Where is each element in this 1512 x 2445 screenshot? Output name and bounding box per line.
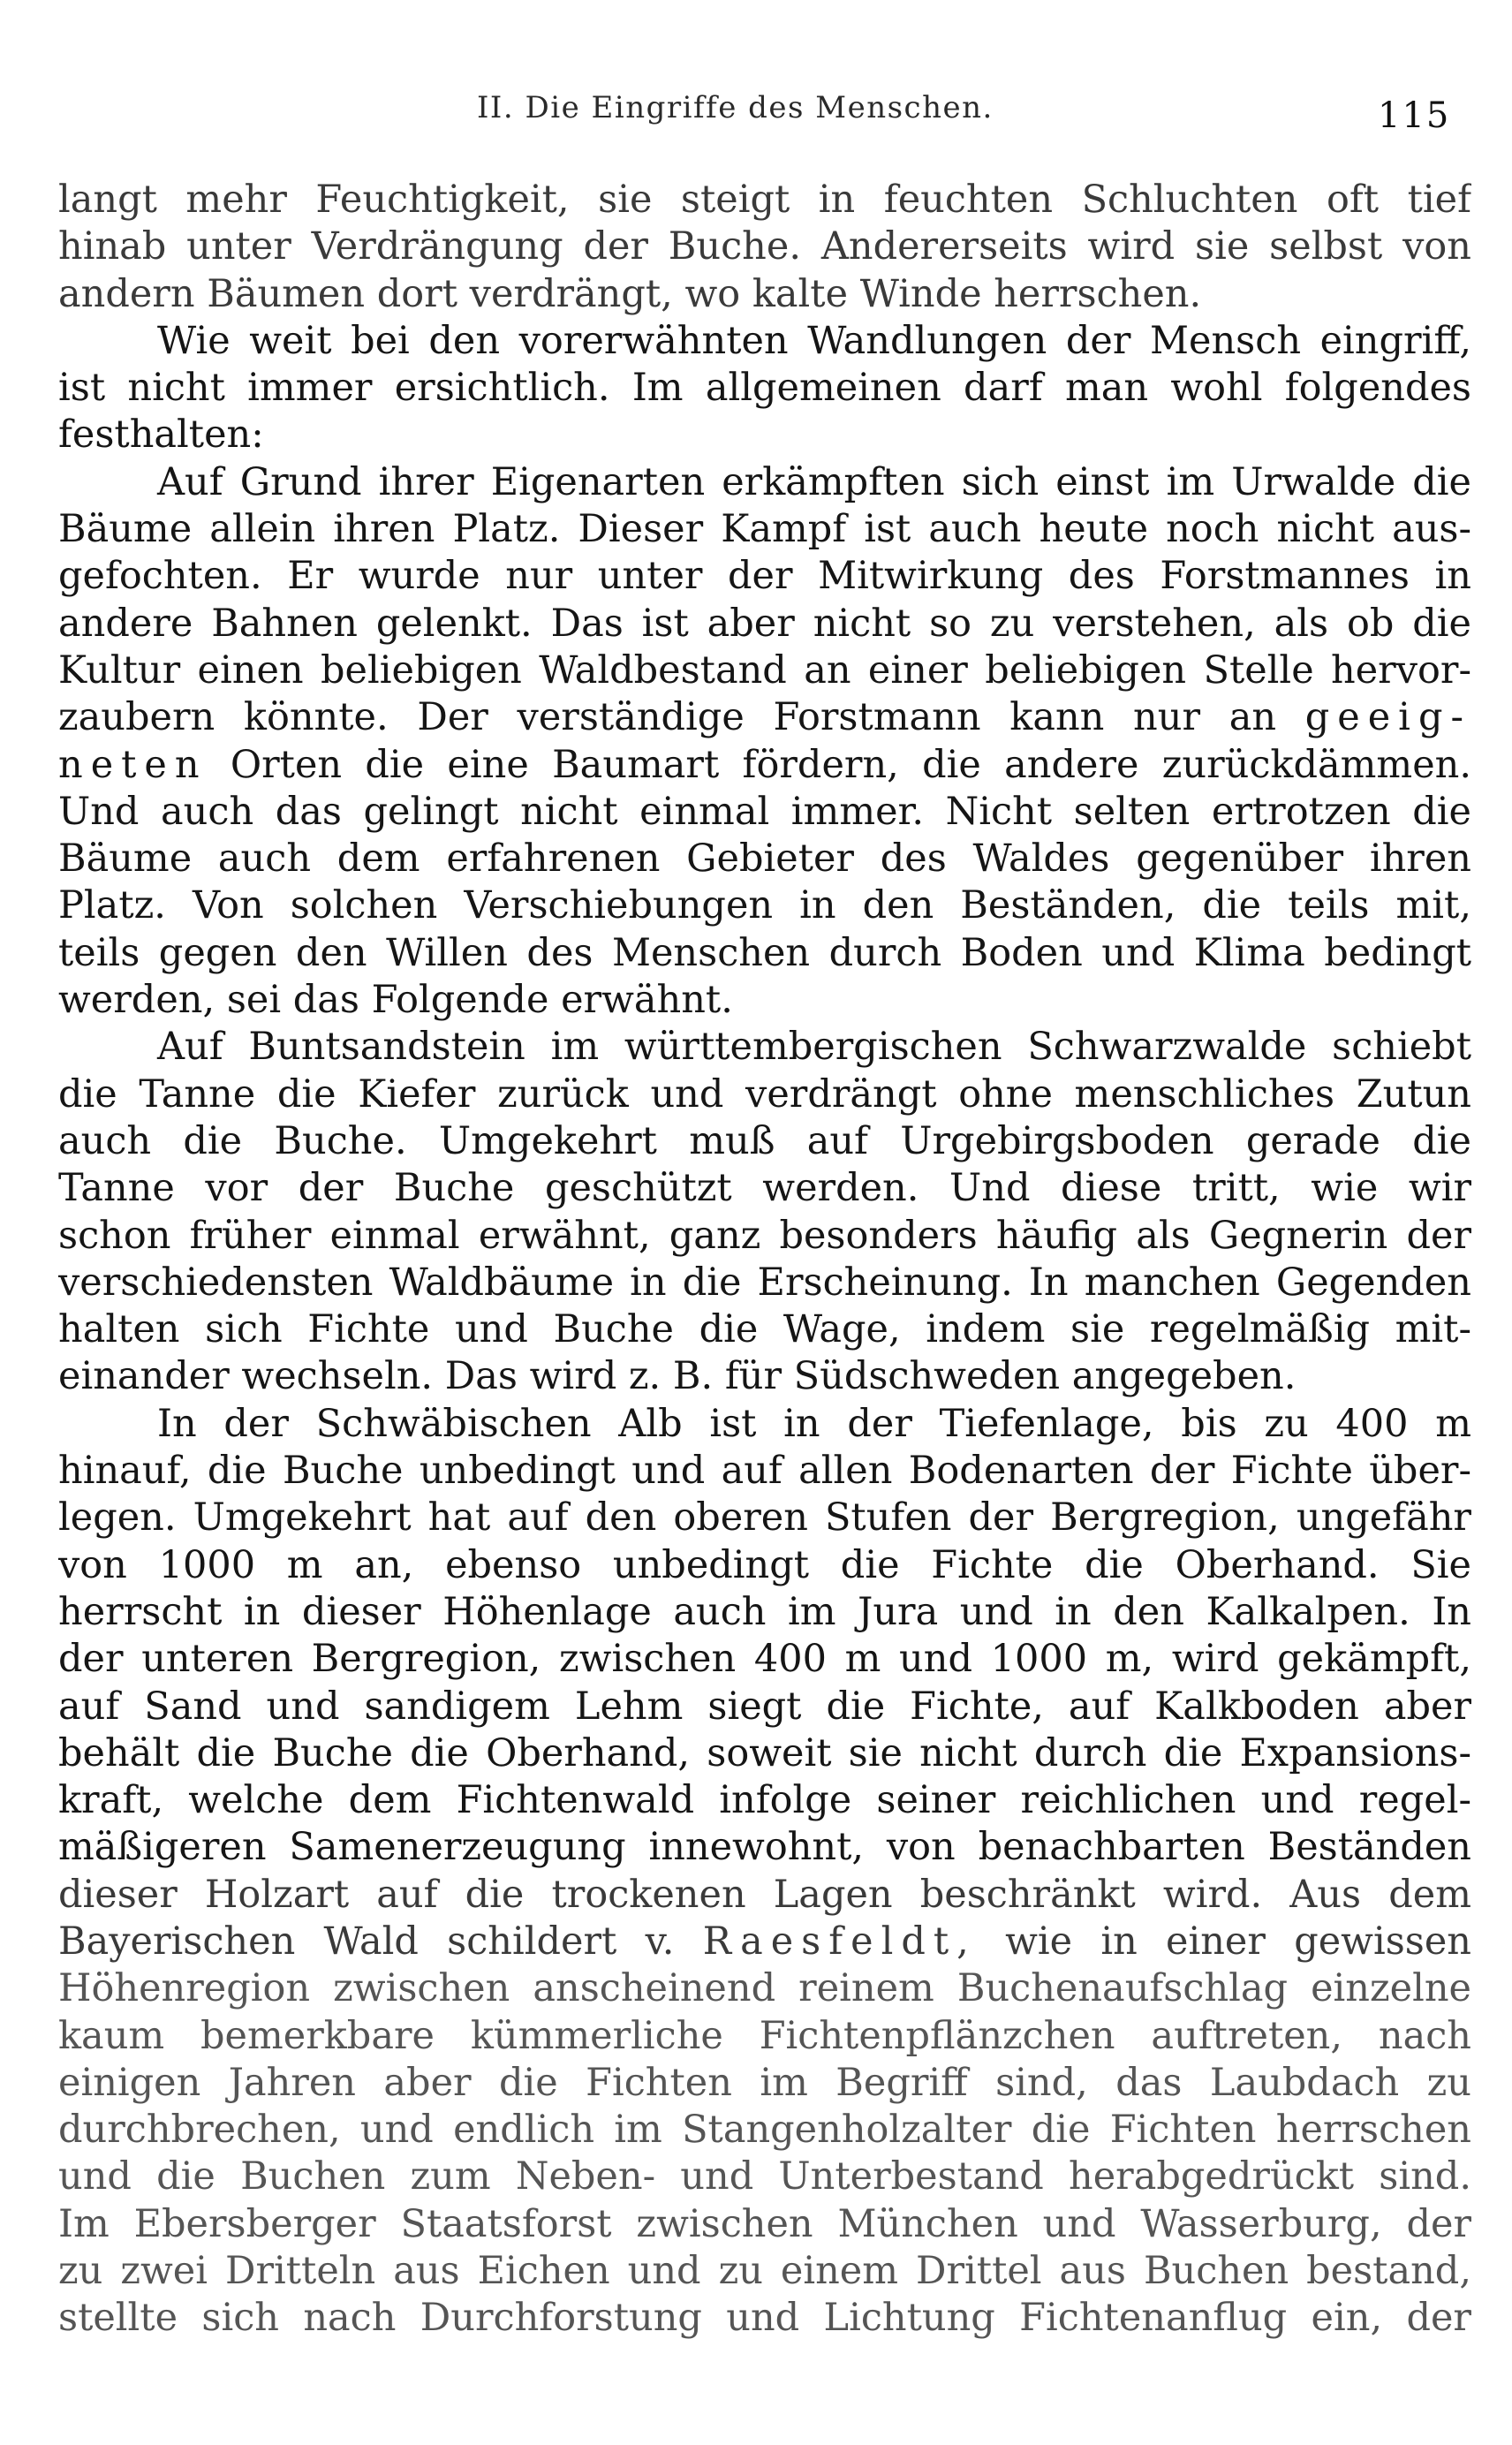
emphasized-author: Raesfeldt, xyxy=(702,1919,977,1964)
text-line: die Tanne die Kiefer zurück und verdrängt ohne menschliches Zutun xyxy=(58,1071,1471,1117)
text-line: Platz. Von solchen Verschiebungen in den Beständen, die teils mit, xyxy=(58,883,1471,928)
text-line: legen. Umgekehrt hat auf den oberen Stufen der Bergregion, ungefähr xyxy=(58,1495,1471,1540)
running-head xyxy=(0,87,1512,140)
text-line: halten sich Fichte und Buche die Wage, indem sie regelmäßig mit- xyxy=(58,1307,1471,1352)
text-line: Und auch das gelingt nicht einmal immer. Nicht selten ertrotzen die xyxy=(58,789,1471,834)
text-line xyxy=(58,1919,1471,1965)
text-line: Bäume auch dem erfahrenen Gebieter des Waldes gegenüber ihren xyxy=(58,836,1471,882)
text-line: stellte sich nach Durchforstung und Lichtung Fichtenanflug ein, der xyxy=(58,2296,1471,2341)
text-line: einander wechseln. Das wird z. B. für Südschweden angegeben. xyxy=(58,1354,1297,1399)
text-line: Tanne vor der Buche geschützt werden. Und diese tritt, wie wir xyxy=(58,1166,1471,1211)
text-line: der unteren Bergregion, zwischen 400 m und 1000 m, wird gekämpft, xyxy=(58,1637,1471,1682)
chapter-title: II. Die Eingriffe des Menschen. xyxy=(477,90,994,125)
text-line: andere Bahnen gelenkt. Das ist aber nicht so zu verstehen, als ob die xyxy=(58,601,1471,646)
text-line: einigen Jahren aber die Fichten im Begriff sind, das Laubdach zu xyxy=(58,2060,1471,2105)
emphasized-word: neten xyxy=(58,742,208,787)
text-line: auf Sand und sandigem Lehm siegt die Fichte, auf Kalkboden aber xyxy=(58,1684,1471,1729)
text-line: teils gegen den Willen des Menschen durch Boden und Klima bedingt xyxy=(58,930,1471,975)
text-line xyxy=(58,694,1471,741)
body-text xyxy=(58,177,1471,2343)
text-line: herrscht in dieser Höhenlage auch im Jura und in den Kalkalpen. In xyxy=(58,1589,1471,1634)
page-number: 115 xyxy=(1378,95,1451,136)
text-line: ist nicht immer ersichtlich. Im allgemeinen darf man wohl folgendes xyxy=(58,366,1471,411)
text-line: Wie weit bei den vorerwähnten Wandlungen der Mensch eingriff, xyxy=(157,318,1471,363)
text-segment: wie in einer gewissen xyxy=(1005,1919,1471,1964)
text-segment: Bayerischen Wald schildert v. xyxy=(58,1919,675,1964)
text-line: Bäume allein ihren Platz. Dieser Kampf ist auch heute noch nicht aus- xyxy=(58,507,1471,552)
text-line: und die Buchen zum Neben- und Unterbestand herabgedrückt sind. xyxy=(58,2154,1471,2199)
text-segment: Orten die eine Baumart fördern, die andere zurückdämmen. xyxy=(230,742,1471,787)
text-line: hinab unter Verdrängung der Buche. Andererseits wird sie selbst von xyxy=(58,224,1471,269)
text-line: festhalten: xyxy=(58,413,264,458)
text-line: auch die Buche. Umgekehrt muß auf Urgebirgsboden gerade die xyxy=(58,1118,1471,1163)
text-line: gefochten. Er wurde nur unter der Mitwirkung des Forstmannes in xyxy=(58,554,1471,599)
text-line: von 1000 m an, ebenso unbedingt die Fichte die Oberhand. Sie xyxy=(58,1542,1471,1587)
text-line: zu zwei Dritteln aus Eichen und zu einem Drittel aus Buchen bestand, xyxy=(58,2249,1471,2294)
text-line: mäßigeren Samenerzeugung innewohnt, von benachbarten Beständen xyxy=(58,1825,1471,1870)
text-line: Auf Buntsandstein im württembergischen Schwarzwalde schiebt xyxy=(157,1025,1471,1070)
text-line: andern Bäumen dort verdrängt, wo kalte Winde herrschen. xyxy=(58,271,1202,316)
text-line: Im Ebersberger Staatsforst zwischen München und Wasserburg, der xyxy=(58,2201,1471,2246)
text-segment: zaubern könnte. Der verständige Forstmann kann nur an xyxy=(58,695,1277,740)
text-line: kaum bemerkbare kümmerliche Fichtenpflänzchen auftreten, nach xyxy=(58,2013,1471,2058)
text-line: schon früher einmal erwähnt, ganz besonders häufig als Gegnerin der xyxy=(58,1213,1471,1258)
text-line xyxy=(58,742,1471,789)
text-line: langt mehr Feuchtigkeit, sie steigt in feuchten Schluchten oft tief xyxy=(58,178,1471,222)
text-line: Auf Grund ihrer Eigenarten erkämpften sich einst im Urwalde die xyxy=(157,459,1471,504)
text-line: durchbrechen, und endlich im Stangenholzalter die Fichten herrschen xyxy=(58,2108,1471,2153)
emphasized-word: geeig- xyxy=(1304,695,1471,740)
text-line: behält die Buche die Oberhand, soweit sie nicht durch die Expansions- xyxy=(58,1730,1471,1775)
text-line: kraft, welche dem Fichtenwald infolge seiner reichlichen und regel- xyxy=(58,1778,1471,1823)
text-line: werden, sei das Folgende erwähnt. xyxy=(58,978,733,1023)
text-line: verschiedensten Waldbäume in die Erscheinung. In manchen Gegenden xyxy=(58,1260,1471,1305)
text-line: Kultur einen beliebigen Waldbestand an einer beliebigen Stelle hervor- xyxy=(58,647,1471,693)
text-line: Höhenregion zwischen anscheinend reinem Buchenaufschlag einzelne xyxy=(58,1966,1471,2011)
text-line: dieser Holzart auf die trockenen Lagen beschränkt wird. Aus dem xyxy=(58,1872,1471,1917)
text-line: In der Schwäbischen Alb ist in der Tiefenlage, bis zu 400 m xyxy=(157,1401,1471,1446)
text-line: hinauf, die Buche unbedingt und auf allen Bodenarten der Fichte über- xyxy=(58,1449,1471,1494)
